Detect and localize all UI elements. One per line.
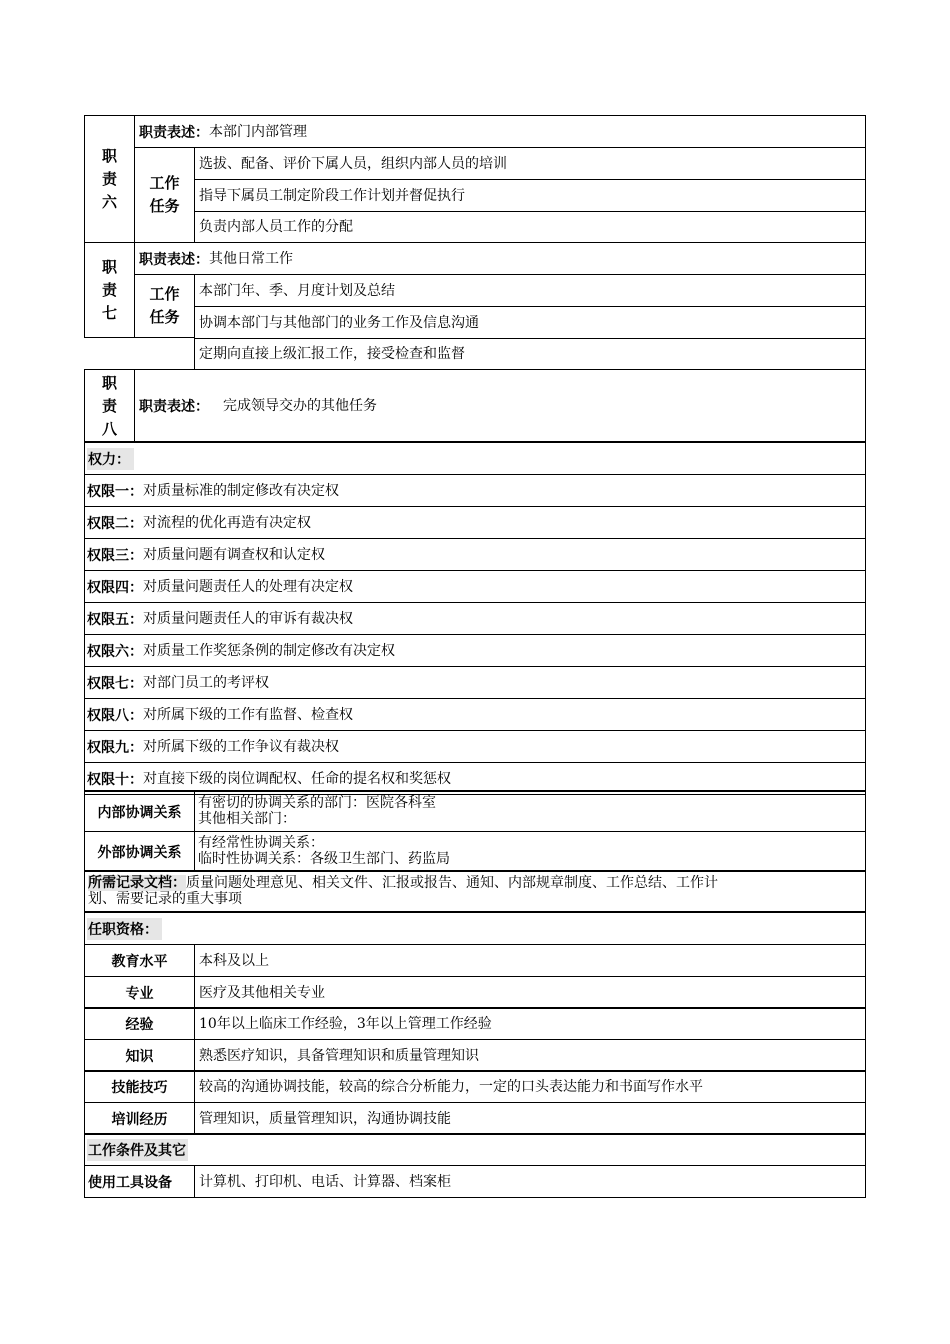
duty6-label: 职 责 六 [84,115,135,243]
qualification-label: 专业 [84,976,195,1009]
qualification-value: 本科及以上 [194,944,866,977]
internal-relations-label: 内部协调关系 [84,791,195,832]
duty6-task-1: 选拔、配备、评价下属人员，组织内部人员的培训 [194,147,866,180]
qualification-label: 经验 [84,1007,195,1040]
duty6-task-3: 负责内部人员工作的分配 [194,211,866,243]
authority-item-text: 对部门员工的考评权 [143,674,269,691]
authority-item-text: 对所属下级的工作有监督、检查权 [143,706,353,723]
authority-item [84,570,866,603]
duty7-label: 职 责 七 [84,242,135,338]
authority-item-label: 权限八： [87,707,143,724]
authority-item-label: 权限七： [87,675,143,692]
authority-item-text: 对质量标准的制定修改有决定权 [143,482,339,499]
qualifications-heading: 任职资格： [87,918,162,940]
authority-item [84,666,866,699]
qualification-value: 医疗及其他相关专业 [194,976,866,1009]
authority-item-label: 权限一： [87,483,143,500]
authority-item-label: 权限五： [87,611,143,628]
authority-item [84,506,866,539]
authority-item [84,538,866,571]
conditions-heading: 工作条件及其它 [87,1139,188,1161]
authority-heading: 权力： [87,448,134,470]
internal-relations: 有密切的协调关系的部门：医院各科室 其他相关部门： [194,791,866,832]
records-label: 所需记录文档： [88,875,186,891]
qualification-value: 熟悉医疗知识，具备管理知识和质量管理知识 [194,1039,866,1072]
authority-item-text: 对质量问题有调查权和认定权 [143,546,325,563]
authority-item-label: 权限九： [87,739,143,756]
authority-item-text: 对所属下级的工作争议有裁决权 [143,738,339,755]
authority-item-label: 权限二： [87,515,143,532]
duty7-desc-row: 职责表述： 其他日常工作 [134,242,866,275]
conditions-heading-row [84,1134,866,1166]
qualification-value: 10年以上临床工作经验，3年以上管理工作经验 [194,1007,866,1040]
qualification-label: 培训经历 [84,1102,195,1135]
duty7-task-2: 协调本部门与其他部门的业务工作及信息沟通 [194,306,866,339]
external-relations-label: 外部协调关系 [84,831,195,872]
authority-item [84,730,866,763]
duty7-task-3: 定期向直接上级汇报工作，接受检查和监督 [194,338,866,370]
duty6-task-2: 指导下属员工制定阶段工作计划并督促执行 [194,179,866,212]
authority-item-text: 对质量问题责任人的处理有决定权 [143,578,353,595]
authority-item [84,634,866,667]
duty7-task-1: 本部门年、季、月度计划及总结 [194,274,866,307]
duty7-task-label: 工作 任务 [134,274,195,338]
authority-item [84,602,866,635]
qualification-value: 较高的沟通协调技能，较高的综合分析能力，一定的口头表达能力和书面写作水平 [194,1070,866,1103]
records-row: 所需记录文档：质量问题处理意见、相关文件、汇报或报告、通知、内部规章制度、工作总结、工作计 划、需要记录的重大事项 [84,871,866,913]
external-relations: 有经常性协调关系： 临时性协调关系：各级卫生部门、药监局 [194,831,866,872]
tools-value: 计算机、打印机、电话、计算器、档案柜 [194,1165,866,1198]
authority-item-text: 对直接下级的岗位调配权、任命的提名权和奖惩权 [143,770,451,787]
duty8-desc-row: 职责表述： 完成领导交办的其他任务 [134,369,866,443]
authority-item-label: 权限十： [87,771,143,788]
authority-item-text: 对质量工作奖惩条例的制定修改有决定权 [143,642,395,659]
duty8-label: 职 责 八 [84,369,135,443]
qualification-label: 技能技巧 [84,1070,195,1103]
qualifications-heading-row [84,912,866,945]
qualification-label: 知识 [84,1039,195,1072]
duty6-desc-row: 职责表述： 本部门内部管理 [134,115,866,148]
authority-item-text: 对流程的优化再造有决定权 [143,514,311,531]
authority-item-text: 对质量问题责任人的审诉有裁决权 [143,610,353,627]
authority-item-label: 权限三： [87,547,143,564]
authority-item-label: 权限六： [87,643,143,660]
authority-item-label: 权限四： [87,579,143,596]
authority-item [84,474,866,507]
duty6-task-label: 工作 任务 [134,147,195,243]
authority-heading-row [84,442,866,475]
authority-item [84,698,866,731]
tools-label: 使用工具设备 [84,1165,195,1198]
qualification-label: 教育水平 [84,944,195,977]
qualification-value: 管理知识，质量管理知识，沟通协调技能 [194,1102,866,1135]
